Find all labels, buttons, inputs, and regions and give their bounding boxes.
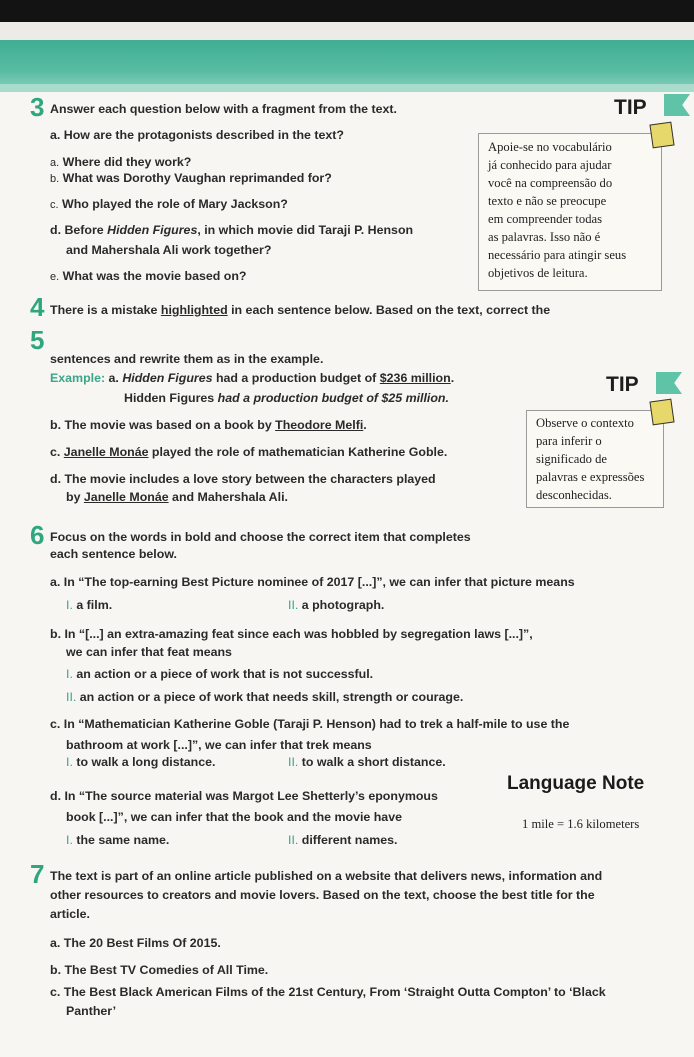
exercise-4-item-d-cont (66, 490, 288, 504)
tip-line: em compreender todas (488, 212, 602, 226)
text: and Mahershala Ali. (168, 490, 288, 504)
option-d-ii (288, 833, 398, 847)
tip-line: Observe o contexto (536, 416, 634, 430)
movie-title: Hidden Figures (122, 371, 213, 385)
exercise-6-item-a: a. In “The top-earning Best Picture nominee of 2017 [...]”, we can infer that picture means (50, 575, 575, 589)
item-letter: c. (50, 199, 59, 211)
tip-line: necessário para atingir seus (488, 248, 627, 262)
example-sentence-a (50, 371, 454, 385)
tip-line: você na compreensão do (488, 176, 613, 190)
text: . (450, 371, 455, 385)
item-letter: b. (50, 173, 60, 185)
tip-2-label: TIP (606, 373, 639, 396)
exercise-4-item-d: d. The movie includes a love story between the characters played (50, 472, 436, 486)
text: c. (50, 445, 64, 459)
tip-line: desconhecidas. (536, 488, 612, 502)
tip-line: para inferir o (536, 434, 602, 448)
tip-1-label: TIP (614, 96, 647, 119)
option-numeral: I. (66, 755, 73, 769)
exercise-6-item-c: c. In “Mathematician Katherine Goble (Taraji P. Henson) had to trek a half-mile to use the (50, 717, 570, 731)
text: . (363, 418, 367, 432)
option-text: a photograph. (301, 598, 385, 612)
tip-line: as palavras. Isso não é (488, 230, 601, 244)
option-text: to walk a long distance. (76, 755, 216, 769)
exercise-5-number: 5 (30, 325, 45, 355)
option-numeral: I. (66, 598, 73, 612)
option-text: different names. (301, 833, 398, 847)
exercise-6-instruction: Focus on the words in bold and choose the correct item that completes (50, 530, 471, 544)
exercise-4-item-b (50, 418, 367, 432)
top-margin (0, 22, 694, 40)
option-numeral: I. (66, 833, 73, 847)
exercise-6-item-c-cont: bathroom at work [...]”, we can infer that trek means (66, 738, 372, 752)
option-text: a film. (76, 598, 113, 612)
exercise-6-instruction-cont: each sentence below. (50, 547, 177, 561)
tip-line: Apoie-se no vocabulário (488, 140, 612, 154)
exercise-3-instruction: Answer each question below with a fragment from the text. (50, 102, 397, 116)
option-numeral: II. (288, 598, 299, 612)
instruction-text: There is a mistake (50, 303, 161, 317)
exercise-7-instruction-cont2: article. (50, 907, 90, 921)
tip-line: objetivos de leitura. (488, 266, 588, 280)
top-dark-bar (0, 0, 694, 22)
exercise-3-item-e (50, 269, 246, 283)
option-b-i (66, 667, 373, 681)
text: by (66, 490, 84, 504)
language-note-text: 1 mile = 1.6 kilometers (522, 817, 640, 831)
item-text: What was the movie based on? (62, 269, 247, 283)
text: played the role of mathematician Katherine Goble. (148, 445, 448, 459)
exercise-7-item-c-cont: Panther’ (66, 1004, 117, 1018)
highlighted-mistake: Theodore Melfi (275, 418, 364, 432)
exercise-3-number: 3 (30, 92, 45, 122)
exercise-7-instruction-cont: other resources to creators and movie lovers. Based on the text, choose the best title for the (50, 888, 595, 902)
underlined-word: highlighted (160, 303, 228, 317)
exercise-7-item-a: a. The 20 Best Films Of 2015. (50, 936, 221, 950)
option-c-ii (288, 755, 446, 769)
exercise-6-item-b-cont: we can infer that feat means (66, 645, 232, 659)
exercise-3-item-a2 (50, 155, 191, 169)
exercise-6-item-d-cont: book [...]”, we can infer that the book and the movie have (66, 810, 402, 824)
option-b-ii (66, 690, 463, 704)
movie-title: Hidden Figures (107, 223, 198, 237)
exercise-4-item-c (50, 445, 447, 459)
exercise-4-instruction-cont: sentences and rewrite them as in the example. (50, 352, 324, 366)
text: b. The movie was based on a book by (50, 418, 276, 432)
option-numeral: I. (66, 667, 73, 681)
option-d-i (66, 833, 169, 847)
option-text: an action or a piece of work that is not successful. (76, 667, 374, 681)
item-letter: e. (50, 271, 60, 283)
answer-text: had a production budget of $25 million. (217, 391, 449, 405)
exercise-6-item-b: b. In “[...] an extra-amazing feat since each was hobbled by segregation laws [...]”, (50, 627, 533, 641)
item-text: d. Before (50, 223, 108, 237)
option-numeral: II. (288, 833, 299, 847)
item-letter: a. (50, 157, 60, 169)
highlighted-mistake: Janelle Monáe (63, 445, 149, 459)
item-text: Who played the role of Mary Jackson? (62, 197, 288, 211)
note-icon (649, 399, 674, 426)
exercise-6-item-d: d. In “The source material was Margot Lee Shetterly’s eponymous (50, 789, 438, 803)
note-icon (649, 122, 674, 149)
exercise-7-instruction: The text is part of an online article published on a website that delivers news, information and (50, 869, 603, 883)
exercise-3-item-a: a. How are the protagonists described in the text? (50, 128, 344, 142)
option-c-i (66, 755, 215, 769)
exercise-7-item-b: b. The Best TV Comedies of All Time. (50, 963, 269, 977)
header-band (0, 40, 694, 92)
example-label: Example: (50, 371, 106, 385)
exercise-7-number: 7 (30, 859, 45, 889)
exercise-3-item-b (50, 171, 332, 185)
text: had a production budget of (212, 371, 380, 385)
option-numeral: II. (66, 690, 77, 704)
option-numeral: II. (288, 755, 299, 769)
highlighted-mistake: Janelle Monáe (83, 490, 169, 504)
exercise-6-number: 6 (30, 520, 45, 550)
option-text: to walk a short distance. (301, 755, 446, 769)
example-sentence-answer (124, 391, 449, 405)
tip-line: já conhecido para ajudar (488, 158, 612, 172)
option-text: the same name. (76, 833, 170, 847)
instruction-text: in each sentence below. Based on the text, correct the (227, 303, 551, 317)
exercise-7-item-c: c. The Best Black American Films of the 21st Century, From ‘Straight Outta Compton’ to ‘Black (50, 985, 606, 999)
exercise-4-number: 4 (30, 292, 45, 322)
exercise-4-instruction (50, 303, 550, 317)
option-text: an action or a piece of work that needs skill, strength or courage. (79, 690, 464, 704)
item-text: Where did they work? (62, 155, 192, 169)
option-a-i (66, 598, 112, 612)
language-note-title: Language Note (507, 773, 645, 794)
item-text: , in which movie did Taraji P. Henson (197, 223, 414, 237)
option-a-ii (288, 598, 384, 612)
exercise-3-item-c (50, 197, 288, 211)
text: a. (105, 371, 123, 385)
exercise-3-item-d (50, 223, 413, 237)
highlighted-mistake: $236 million (379, 371, 451, 385)
tip-line: palavras e expressões (536, 470, 645, 484)
tip-line: texto e não se preocupe (488, 194, 607, 208)
tip-line: significado de (536, 452, 607, 466)
exercise-3-item-d-cont: and Mahershala Ali work together? (66, 243, 272, 257)
item-text: What was Dorothy Vaughan reprimanded for? (62, 171, 332, 185)
text: Hidden Figures (124, 391, 218, 405)
